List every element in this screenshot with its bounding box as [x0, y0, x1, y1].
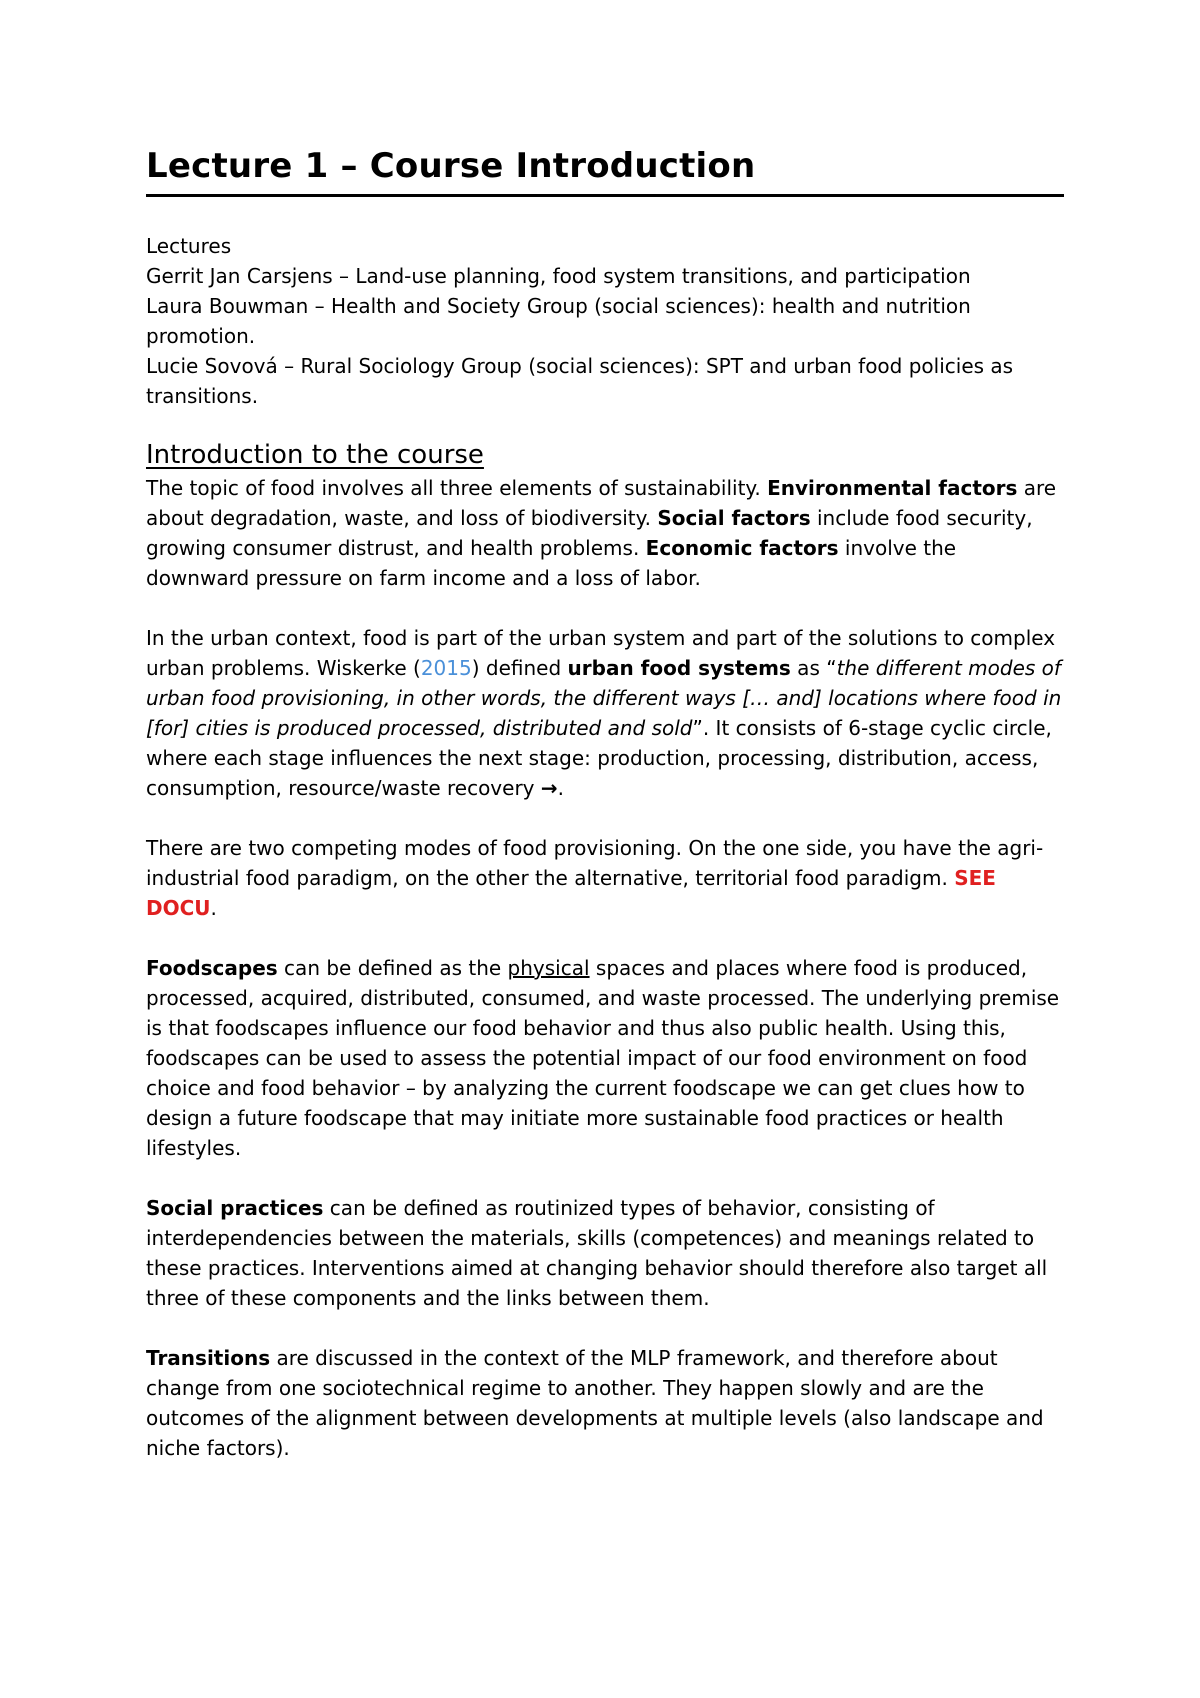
text-run: involve the downward pressure on farm income and a loss of labor. — [146, 536, 957, 590]
paragraph-transitions — [146, 1343, 1064, 1463]
text-run: spaces and places where food is produced, processed, acquired, distributed, consumed, and waste processed. The underlying premise is that foodscapes influence our food behavior and thus also public health. Using this, foodscapes can be used to assess the potential impact of our food environment on food choice and food behavior – by analyzing the current foodscape we can get clues how to design a future foodscape that may initiate more sustainable food practices or health lifestyles. — [146, 956, 1060, 1160]
definition-quote: the different modes of urban food provisioning, in other words, the different ways [… and] locations where food in [for] cities is produced processed, distributed and sold — [146, 656, 1062, 740]
term-social-factors: Social factors — [657, 506, 811, 530]
term-urban-food-systems: urban food systems — [567, 656, 791, 680]
lecturer-item: Laura Bouwman – Health and Society Group (social sciences): health and nutrition promotion. — [146, 294, 971, 348]
text-run: are about degradation, waste, and loss of biodiversity. — [146, 476, 1057, 530]
term-foodscapes: Foodscapes — [146, 956, 278, 980]
text-run: ) defined — [471, 656, 568, 680]
see-docu-note: SEE DOCU — [146, 866, 996, 920]
lecturer-item: Lucie Sovová – Rural Sociology Group (social sciences): SPT and urban food policies as transitions. — [146, 354, 1014, 408]
text-run: There are two competing modes of food provisioning. On the one side, you have the agri-industrial food paradigm, on the other the alternative, territorial food paradigm. — [146, 836, 1044, 890]
term-environmental-factors: Environmental factors — [767, 476, 1018, 500]
section-heading: Introduction to the course — [146, 440, 484, 470]
paragraph-social-practices — [146, 1193, 1064, 1313]
text-run: include food security, growing consumer distrust, and health problems. — [146, 506, 1033, 560]
text-run: can be defined as the — [277, 956, 508, 980]
paragraph-urban-context — [146, 623, 1064, 803]
text-run: ”. It consists of 6-stage cyclic circle, where each stage influences the next stage: production, processing, distribution, access, consumption, resource/waste recovery — [146, 716, 1052, 800]
paragraph-foodscapes — [146, 953, 1064, 1163]
text-run: . — [210, 896, 217, 920]
term-economic-factors: Economic factors — [645, 536, 839, 560]
term-transitions: Transitions — [146, 1346, 271, 1370]
text-run: can be defined as routinized types of behavior, consisting of interdependencies between the materials, skills (competences) and meanings related to these practices. Interventions aimed at changing behavior should therefore also target all three of these components and the links between them. — [146, 1196, 1048, 1310]
text-run: are discussed in the context of the MLP framework, and therefore about change from one sociotechnical regime to another. They happen slowly and are the outcomes of the alignment between developments at multiple levels (also landscape and niche factors). — [146, 1346, 1044, 1460]
paragraph-provisioning — [146, 833, 1064, 923]
lecturer-item: Gerrit Jan Carsjens – Land-use planning, food system transitions, and participation — [146, 264, 971, 288]
lectures-block — [146, 231, 1064, 411]
lectures-heading: Lectures — [146, 234, 232, 258]
citation-link[interactable]: 2015 — [420, 656, 472, 680]
document-page — [146, 140, 1064, 1463]
text-run: . — [557, 776, 564, 800]
page-title: Lecture 1 – Course Introduction — [146, 140, 1064, 197]
term-social-practices: Social practices — [146, 1196, 324, 1220]
text-run: In the urban context, food is part of the urban system and part of the solutions to complex urban problems. Wiskerke ( — [146, 626, 1056, 680]
underlined-physical: physical — [507, 956, 590, 980]
text-run: The topic of food involves all three elements of sustainability. — [146, 476, 768, 500]
arrow-right-icon: → — [540, 776, 558, 800]
paragraph-sustainability — [146, 473, 1064, 593]
text-run: as “ — [790, 656, 837, 680]
